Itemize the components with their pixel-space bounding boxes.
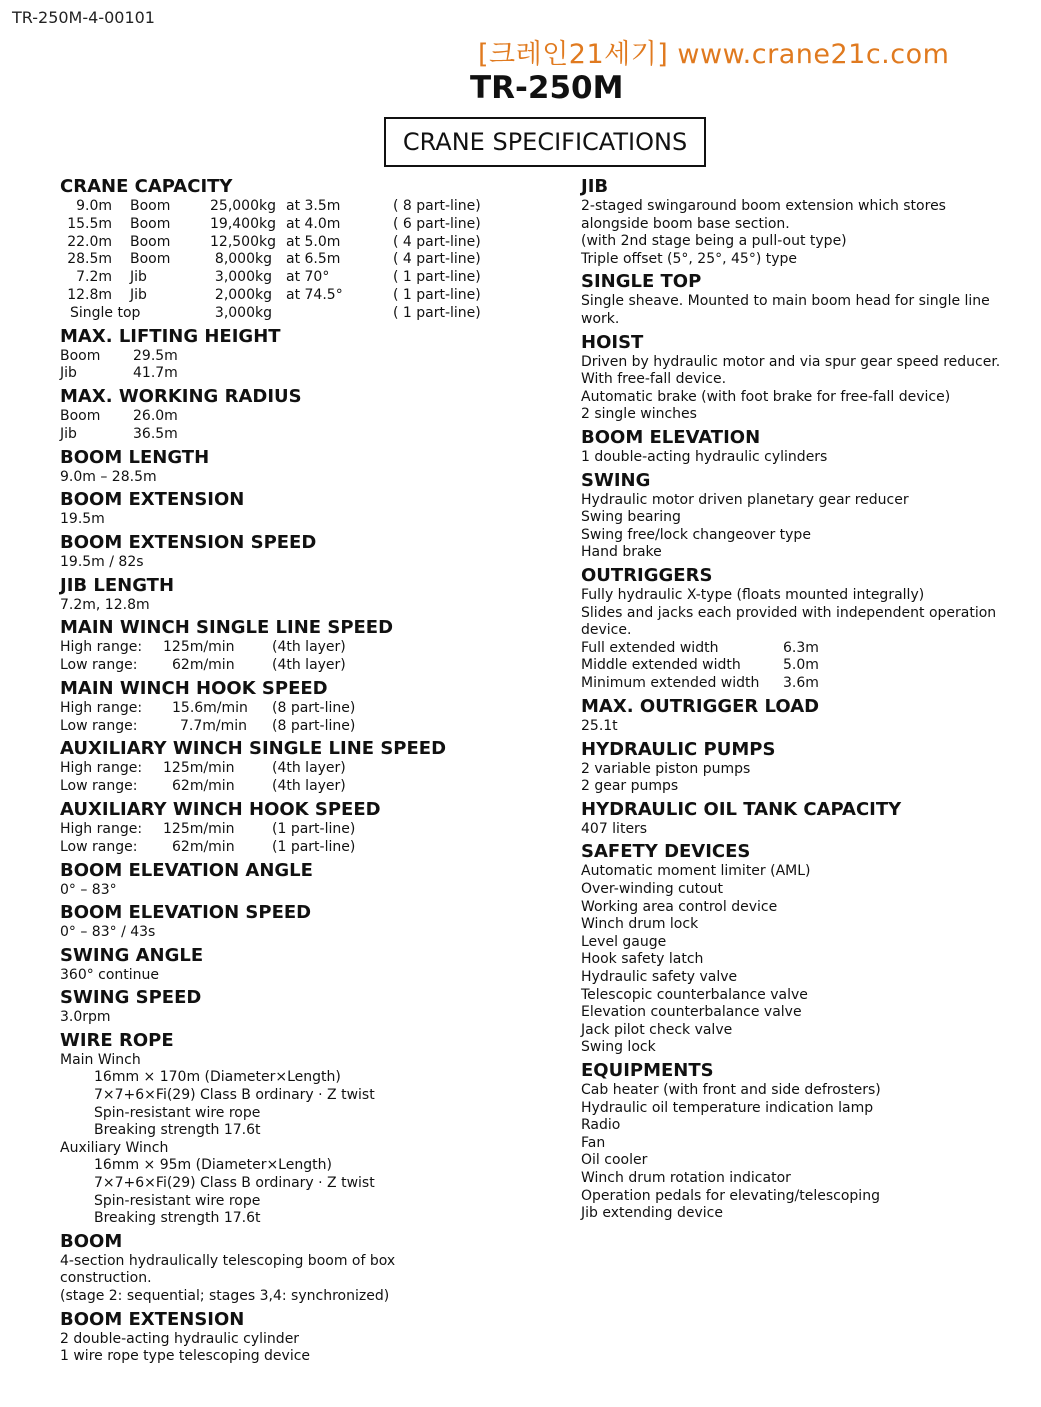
- section-heading: MAX. WORKING RADIUS: [60, 386, 302, 408]
- section-main-winch-single-line-speed: [60, 617, 530, 675]
- section-safety-devices: [581, 841, 1031, 1057]
- row-note: (1 part-line): [272, 820, 356, 837]
- spec-line: Oil cooler: [581, 1152, 648, 1169]
- spec-row: [60, 760, 530, 778]
- capacity-type: Jib: [130, 269, 147, 286]
- capacity-row: [60, 287, 530, 305]
- capacity-load: 3,000kg: [214, 269, 272, 286]
- capacity-len: 22.0m: [67, 233, 112, 250]
- capacity-at: at 70°: [286, 269, 330, 286]
- capacity-type: Boom: [130, 233, 171, 250]
- spec-line: 7×7+6×Fi(29) Class B ordinary · Z twist: [94, 1175, 375, 1192]
- section-hoist: [581, 332, 1031, 424]
- section-hydraulic-pumps: [581, 739, 1031, 796]
- spec-line: Hook safety latch: [581, 951, 704, 968]
- section-heading: HYDRAULIC OIL TANK CAPACITY: [581, 798, 902, 820]
- left-column: [60, 176, 530, 1369]
- row-key: Low range:: [60, 838, 138, 855]
- row-value: 41.7m: [133, 365, 178, 382]
- spec-text: 0° – 83° / 43s: [60, 924, 156, 941]
- spec-line: With free-fall device.: [581, 371, 727, 388]
- row-key: High range:: [60, 639, 143, 656]
- spec-line: Hydraulic safety valve: [581, 969, 738, 986]
- capacity-len: Single top: [70, 304, 141, 321]
- section-heading: SINGLE TOP: [581, 271, 702, 293]
- row-value: 62m/min: [172, 656, 235, 673]
- row-key: Boom: [60, 408, 101, 425]
- section-heading: JIB LENGTH: [60, 574, 175, 596]
- row-key: Full extended width: [581, 639, 719, 656]
- row-value: 5.0m: [783, 657, 819, 674]
- row-value: 36.5m: [133, 425, 178, 442]
- spec-line: 2-staged swingaround boom extension which stores: [581, 198, 946, 214]
- row-note: (4th layer): [272, 656, 346, 673]
- spec-line: Single sheave. Mounted to main boom head for single line: [581, 293, 990, 310]
- spec-line: Automatic moment limiter (AML): [581, 863, 811, 880]
- model-title: TR-250M: [470, 70, 624, 106]
- section-heading: SWING: [581, 469, 651, 491]
- section-heading: CRANE CAPACITY: [60, 176, 233, 197]
- capacity-len: 15.5m: [67, 215, 112, 232]
- spec-line: alongside boom base section.: [581, 215, 790, 232]
- row-note: (4th layer): [272, 639, 346, 656]
- spec-line: Triple offset (5°, 25°, 45°) type: [581, 250, 798, 267]
- row-key: Jib: [60, 425, 77, 442]
- spec-line: Breaking strength 17.6t: [94, 1122, 261, 1139]
- capacity-len: 12.8m: [67, 286, 112, 303]
- capacity-row: [60, 251, 530, 269]
- section-heading: HYDRAULIC PUMPS: [581, 738, 776, 760]
- spec-text: 360° continue: [60, 966, 160, 983]
- capacity-load: 8,000kg: [214, 251, 272, 268]
- row-value: 15.6m/min: [172, 699, 248, 716]
- section-equipments: [581, 1060, 1031, 1223]
- section-swing-angle: [60, 945, 530, 985]
- section-heading: MAIN WINCH SINGLE LINE SPEED: [60, 617, 394, 639]
- spec-row: [60, 348, 530, 366]
- spec-line: (stage 2: sequential; stages 3,4: synchronized): [60, 1288, 390, 1305]
- row-key: Low range:: [60, 717, 138, 734]
- section-heading: BOOM EXTENSION: [60, 489, 245, 511]
- section-heading: WIRE ROPE: [60, 1029, 174, 1051]
- section-heading: HOIST: [581, 331, 644, 353]
- section-boom-extension-2: [60, 1309, 530, 1366]
- spec-row: [60, 778, 530, 796]
- spec-line: Automatic brake (with foot brake for free-fall device): [581, 388, 951, 405]
- spec-line: Spin-resistant wire rope: [94, 1104, 261, 1121]
- spec-row: [60, 839, 530, 857]
- spec-line: 16mm × 95m (Diameter×Length): [94, 1157, 332, 1174]
- section-outriggers: [581, 565, 1031, 693]
- section-heading: BOOM ELEVATION: [581, 426, 761, 448]
- capacity-len: 7.2m: [76, 269, 112, 286]
- row-note: (8 part-line): [272, 699, 356, 716]
- spec-line: Hydraulic motor driven planetary gear reducer: [581, 491, 909, 508]
- section-max-working-radius: [60, 386, 530, 444]
- row-value: 6.3m: [783, 639, 819, 656]
- section-boom-extension-speed: [60, 532, 530, 572]
- capacity-row: [60, 305, 530, 323]
- capacity-load: 3,000kg: [214, 304, 272, 321]
- capacity-len: 9.0m: [76, 198, 112, 214]
- section-jib-length: [60, 575, 530, 615]
- spec-line: 4-section hydraulically telescoping boom of box: [60, 1252, 396, 1269]
- spec-line: Operation pedals for elevating/telescoping: [581, 1187, 880, 1204]
- spec-line: 25.1t: [581, 718, 618, 735]
- right-column: [581, 176, 1031, 1226]
- spec-line: 1 wire rope type telescoping device: [60, 1348, 311, 1365]
- capacity-type: Jib: [130, 286, 147, 303]
- capacity-row: [60, 269, 530, 287]
- spec-line: construction.: [60, 1270, 152, 1287]
- row-value: 62m/min: [172, 778, 235, 795]
- section-boom-elevation-speed: [60, 902, 530, 942]
- section-swing: [581, 470, 1031, 562]
- spec-row: [60, 639, 530, 657]
- row-key: Low range:: [60, 778, 138, 795]
- spec-line: Over-winding cutout: [581, 881, 724, 898]
- spec-line: Cab heater (with front and side defrosters): [581, 1081, 881, 1098]
- spec-line: Working area control device: [581, 898, 778, 915]
- wire-rope-sub-label: Main Winch: [60, 1051, 141, 1068]
- capacity-type: Boom: [130, 251, 171, 268]
- row-note: (4th layer): [272, 760, 346, 777]
- section-jib: [581, 176, 1031, 268]
- spec-text: 19.5m / 82s: [60, 553, 144, 570]
- row-key: Low range:: [60, 656, 138, 673]
- document-id: TR-250M-4-00101: [12, 8, 155, 27]
- spec-line: Spin-resistant wire rope: [94, 1192, 261, 1209]
- section-heading: SWING ANGLE: [60, 944, 204, 966]
- section-heading: SAFETY DEVICES: [581, 841, 751, 863]
- spec-text: 3.0rpm: [60, 1009, 111, 1026]
- section-heading: BOOM EXTENSION SPEED: [60, 531, 317, 553]
- row-value: 3.6m: [783, 675, 819, 692]
- watermark-text: [크레인21세기] www.crane21c.com: [478, 39, 950, 70]
- row-note: (8 part-line): [272, 717, 356, 734]
- section-heading: MAX. LIFTING HEIGHT: [60, 325, 281, 347]
- spec-line: Fan: [581, 1134, 606, 1151]
- section-hydraulic-oil-tank: [581, 799, 1031, 839]
- row-value: 29.5m: [133, 347, 178, 364]
- spec-row: [60, 365, 530, 383]
- capacity-len: 28.5m: [67, 251, 112, 268]
- spec-text: 9.0m – 28.5m: [60, 468, 157, 485]
- section-crane-capacity: [60, 176, 530, 323]
- section-swing-speed: [60, 987, 530, 1027]
- section-max-outrigger-load: [581, 696, 1031, 736]
- capacity-load: 25,000kg: [210, 198, 276, 214]
- section-heading: AUXILIARY WINCH SINGLE LINE SPEED: [60, 738, 447, 760]
- capacity-at: at 5.0m: [286, 233, 341, 250]
- spec-line: Winch drum lock: [581, 916, 699, 933]
- spec-row: [581, 675, 1031, 693]
- capacity-parts: ( 4 part-line): [393, 251, 481, 268]
- wire-rope-sub-label: Auxiliary Winch: [60, 1139, 169, 1156]
- capacity-load: 12,500kg: [210, 233, 276, 250]
- spec-line: Level gauge: [581, 933, 667, 950]
- section-heading: SWING SPEED: [60, 987, 202, 1009]
- row-note: (4th layer): [272, 778, 346, 795]
- capacity-parts: ( 1 part-line): [393, 286, 481, 303]
- spec-line: Winch drum rotation indicator: [581, 1169, 791, 1186]
- section-heading: BOOM LENGTH: [60, 446, 210, 468]
- spec-line: 2 variable piston pumps: [581, 760, 751, 777]
- capacity-load: 2,000kg: [214, 286, 272, 303]
- spec-line: Jack pilot check valve: [581, 1021, 733, 1038]
- section-heading: JIB: [581, 176, 609, 197]
- spec-line: Hydraulic oil temperature indication lamp: [581, 1099, 874, 1116]
- capacity-row: [60, 198, 530, 216]
- capacity-row: [60, 216, 530, 234]
- capacity-parts: ( 8 part-line): [393, 198, 481, 214]
- row-key: Minimum extended width: [581, 675, 760, 692]
- spec-line: Swing bearing: [581, 509, 681, 526]
- spec-text: 19.5m: [60, 511, 105, 528]
- spec-line: 2 double-acting hydraulic cylinder: [60, 1330, 300, 1347]
- section-heading: BOOM: [60, 1230, 123, 1252]
- section-heading: OUTRIGGERS: [581, 564, 713, 586]
- spec-line: Jib extending device: [581, 1205, 723, 1222]
- capacity-parts: ( 1 part-line): [393, 269, 481, 286]
- spec-text: 0° – 83°: [60, 881, 117, 898]
- spec-line: Driven by hydraulic motor and via spur gear speed reducer.: [581, 353, 1001, 370]
- row-note: (1 part-line): [272, 838, 356, 855]
- section-auxiliary-winch-hook-speed: [60, 799, 530, 857]
- section-boom-elevation-angle: [60, 860, 530, 900]
- capacity-at: at 3.5m: [286, 198, 341, 214]
- row-key: Boom: [60, 347, 101, 364]
- spec-row: [581, 657, 1031, 675]
- spec-line: 1 double-acting hydraulic cylinders: [581, 448, 828, 465]
- spec-line: 407 liters: [581, 820, 648, 837]
- spec-line: Swing free/lock changeover type: [581, 526, 811, 543]
- row-key: High range:: [60, 699, 143, 716]
- capacity-parts: ( 4 part-line): [393, 233, 481, 250]
- section-heading: EQUIPMENTS: [581, 1059, 714, 1081]
- spec-row: [60, 408, 530, 426]
- spec-line: Telescopic counterbalance valve: [581, 986, 808, 1003]
- row-key: Middle extended width: [581, 657, 741, 674]
- section-main-winch-hook-speed: [60, 678, 530, 736]
- spec-line: (with 2nd stage being a pull-out type): [581, 233, 847, 250]
- row-key: Jib: [60, 365, 77, 382]
- section-boom-extension: [60, 489, 530, 529]
- capacity-at: at 74.5°: [286, 286, 343, 303]
- capacity-at: at 4.0m: [286, 215, 341, 232]
- spec-line: Swing lock: [581, 1039, 656, 1056]
- section-boom-elevation: [581, 427, 1031, 467]
- spec-line: work.: [581, 310, 620, 327]
- spec-line: 2 single winches: [581, 406, 697, 423]
- spec-line: Elevation counterbalance valve: [581, 1004, 802, 1021]
- spec-line: Slides and jacks each provided with independent operation: [581, 604, 997, 621]
- spec-title-box: CRANE SPECIFICATIONS: [384, 117, 706, 167]
- spec-line: 16mm × 170m (Diameter×Length): [94, 1069, 341, 1086]
- spec-line: Radio: [581, 1117, 621, 1134]
- section-heading: BOOM EXTENSION: [60, 1308, 245, 1330]
- spec-row: [60, 657, 530, 675]
- section-heading: BOOM ELEVATION SPEED: [60, 902, 312, 924]
- row-key: High range:: [60, 760, 143, 777]
- capacity-type: Boom: [130, 198, 171, 214]
- section-single-top: [581, 271, 1031, 328]
- spec-text: 7.2m, 12.8m: [60, 596, 150, 613]
- section-boom-length: [60, 447, 530, 487]
- row-value: 125m/min: [163, 820, 235, 837]
- capacity-parts: ( 6 part-line): [393, 215, 481, 232]
- section-auxiliary-winch-single-line-speed: [60, 738, 530, 796]
- row-value: 62m/min: [172, 838, 235, 855]
- spec-row: [60, 821, 530, 839]
- spec-line: Fully hydraulic X-type (floats mounted integrally): [581, 586, 925, 603]
- section-max-lifting-height: [60, 326, 530, 384]
- section-boom: [60, 1231, 530, 1306]
- spec-line: 7×7+6×Fi(29) Class B ordinary · Z twist: [94, 1087, 375, 1104]
- row-key: High range:: [60, 820, 143, 837]
- section-wire-rope: [60, 1030, 530, 1228]
- row-value: 7.7m/min: [180, 717, 248, 734]
- row-value: 125m/min: [163, 639, 235, 656]
- spec-line: 2 gear pumps: [581, 778, 679, 795]
- capacity-type: Boom: [130, 215, 171, 232]
- section-heading: MAIN WINCH HOOK SPEED: [60, 677, 328, 699]
- row-value: 26.0m: [133, 408, 178, 425]
- spec-line: Breaking strength 17.6t: [94, 1210, 261, 1227]
- row-value: 125m/min: [163, 760, 235, 777]
- spec-row: [60, 700, 530, 718]
- spec-line: device.: [581, 622, 632, 639]
- capacity-load: 19,400kg: [210, 215, 276, 232]
- spec-row: [60, 426, 530, 444]
- capacity-row: [60, 234, 530, 252]
- section-heading: MAX. OUTRIGGER LOAD: [581, 696, 820, 718]
- spec-line: Hand brake: [581, 544, 662, 561]
- section-heading: BOOM ELEVATION ANGLE: [60, 859, 313, 881]
- section-heading: AUXILIARY WINCH HOOK SPEED: [60, 798, 381, 820]
- capacity-at: at 6.5m: [286, 251, 341, 268]
- spec-row: [60, 718, 530, 736]
- spec-row: [581, 640, 1031, 658]
- capacity-parts: ( 1 part-line): [393, 304, 481, 321]
